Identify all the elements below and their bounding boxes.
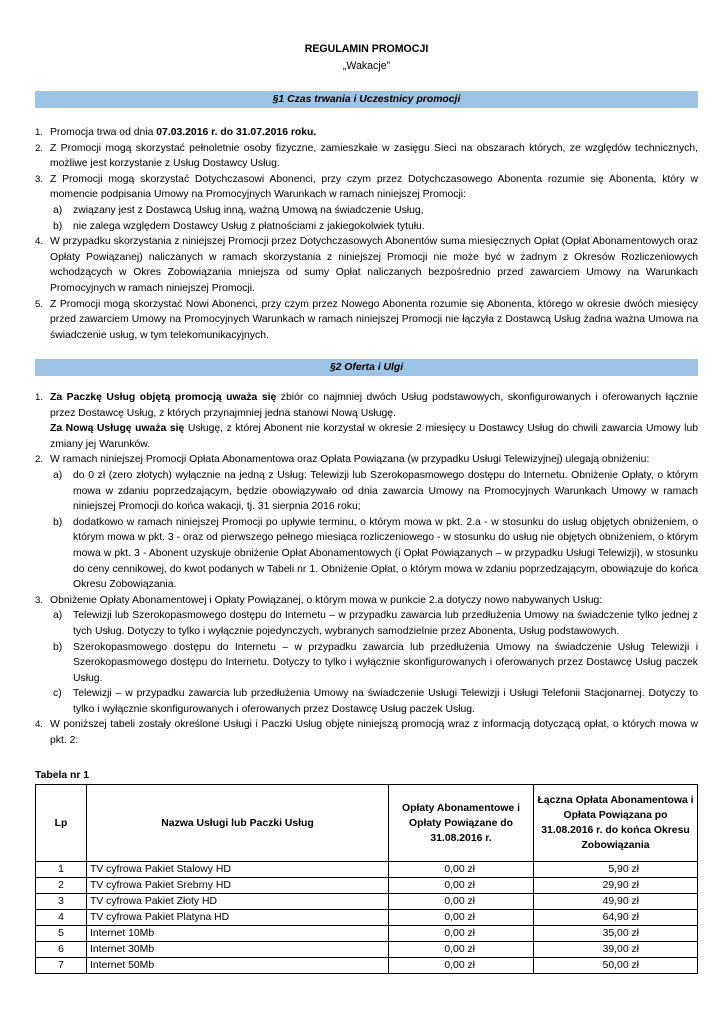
cell-service-name: Internet 10Mb [87,926,389,942]
cell-service-name: TV cyfrowa Pakiet Platyna HD [87,910,389,926]
list-item [35,390,698,421]
sub-text: Telewizji – w przypadku zawarcia lub przedłużenia Umowy na świadczenie Usługi Telewizji i Usługi Telefonii Stacjonarnej. Dotyczy to tylko i wyłącznie skonfigurowanych i oferowanych przez Dostawcę Usług paczek Usług. [73,688,698,715]
cell-fee-after: 64,90 zł [534,910,698,926]
sub-item [35,608,698,639]
section-1-heading: §1 Czas trwania i Uczestnicy promocji [35,91,698,108]
cell-fee-after: 29,90 zł [534,878,698,894]
list-item [35,172,698,203]
item-number: 3. [35,173,44,185]
cell-lp: 1 [36,862,87,878]
sub-letter: a) [53,610,63,622]
sub-text: związany jest z Dostawcą Usług inną, ważną Umową na świadczenie Usług, [73,204,424,216]
item-number: 1. [35,392,44,403]
cell-fee-after: 5,90 zł [534,862,698,878]
item-text: zbiór co najmniej dwóch Usług podstawowych, skonfigurowanych i oferowanych łącznie przez Dostawcę Usług, z których przynajmniej jedna stanowi Nową Usługę. [50,392,698,419]
cell-service-name: TV cyfrowa Pakiet Srebrny HD [87,878,389,894]
sub-item [35,468,698,515]
sub-item [35,515,698,593]
item-text: Z Promocji mogą skorzystać Dotychczasowi Abonenci, przy czym przez Dotychczasowego Abonenta rozumie się Abonenta, który w momencie podpisania Umowy na Promocyjnych Warunkach w ramach niniejszej Promocji: [50,173,698,201]
item-text: Z Promocji mogą skorzystać pełnoletnie osoby fizyczne, zamieszkałe w zasięgu Sieci na obszarach których, ze względów technicznych, możliwe jest korzystanie z Usług Dostawcy Usług. [50,142,698,170]
cell-fee-after: 35,00 zł [534,926,698,942]
list-item [35,297,698,344]
cell-lp: 7 [36,958,87,974]
item-number: 4. [35,719,44,731]
cell-lp: 2 [36,878,87,894]
list-paragraph [35,421,698,452]
list-item [35,452,698,468]
cell-service-name: TV cyfrowa Pakiet Stalowy HD [87,862,389,878]
section-2-heading: §2 Oferta i Ulgi [35,359,698,376]
sub-item [35,203,698,219]
table-row [36,942,698,958]
header-lp: Lp [36,785,87,862]
sub-letter: a) [53,469,63,481]
sub-text: Telewizji lub Szerokopasmowego dostępu do Internetu – w przypadku zawarcia lub przedłużenia Umowy na świadczenie tylko jednej z tych Usług. Dotyczy to tylko i wyłącznie pojedynczych, wybranych samodzielnie przez Abonenta, Usług podstawowych. [73,610,698,637]
cell-lp: 4 [36,910,87,926]
item-text: Usługę, z której Abonent nie korzystał w okresie 2 miesięcy u Dostawcy Usług do chwili zawarcia Umowy lub zmiany jej Warunków. [50,423,698,450]
cell-fee-until: 0,00 zł [389,926,534,942]
sub-item [35,640,698,687]
sub-letter: a) [53,204,63,216]
cell-fee-until: 0,00 zł [389,958,534,974]
table-row [36,958,698,974]
item-number: 1. [35,127,44,138]
cell-service-name: TV cyfrowa Pakiet Złoty HD [87,894,389,910]
sub-letter: b) [53,641,63,653]
header-fee-until: Opłaty Abonamentowe i Opłaty Powiązane do 31.08.2016 r. [389,785,534,862]
table-header-row [36,785,698,862]
item-dates: 07.03.2016 r. do 31.07.2016 roku. [156,127,317,138]
sub-letter: c) [53,688,62,700]
document-subtitle: „Wakacje” [342,60,391,72]
sub-letter: b) [53,516,63,528]
item-number: 2. [35,142,44,154]
item-text: Z Promocji mogą skorzystać Nowi Abonenci, przy czym przez Nowego Abonenta rozumie się Abonenta, którego w okresie dwóch miesięcy przed zawarciem Umowy na Promocyjnych Warunkach w ramach niniejszej Promocji nie łączyła z Dostawcą Usług żadna ważna Umowa na świadczenie usług, w tym telekomunikacyjnych. [50,298,698,341]
sub-text: do 0 zł (zero złotych) wyłącznie na jedną z Usług: Telewizji lub Szerokopasmowego dostępu do Internetu. Obniżenie Opłaty, o którym mowa w zdaniu poprzedzającym, będzie obowiązywało od dnia zawarcia Umowy na Promocyjnych Warunkach Umowy w ramach niniejszej Promocji do końca wakacji, tj. 31 sierpnia 2016 roku; [73,469,698,513]
cell-fee-until: 0,00 zł [389,878,534,894]
cell-service-name: Internet 50Mb [87,958,389,974]
cell-fee-after: 49,90 zł [534,894,698,910]
item-text: Obniżenie Opłaty Abonamentowej i Opłaty Powiązanej, o którym mowa w punkcie 2.a dotyczy nowo nabywanych Usług: [50,594,603,606]
sub-text: Szerokopasmowego dostępu do Internetu – w przypadku zawarcia lub przedłużenia Umowy na świadczenie Usług Telewizji i Szerokopasmowego dostępu do Internetu. Dotyczy to tylko i wyłącznie skonfigurowanych i oferowanych przez Dostawcę Usług paczek Usług. [73,641,698,684]
table-row [36,894,698,910]
item-text: W ramach niniejszej Promocji Opłata Abonamentowa oraz Opłata Powiązana (w przypadku Usługi Telewizyjnej) ulegają obniżeniu: [50,454,650,466]
item-bold-text: Za Nową Usługę uważa się [50,423,185,435]
item-bold-text: Za Paczkę Usług objętą promocją uważa się [50,392,277,403]
document-title: REGULAMIN PROMOCJI [304,43,429,55]
sub-letter: b) [53,220,63,232]
item-number: 3. [35,594,44,606]
cell-lp: 3 [36,894,87,910]
item-number: 4. [35,236,44,248]
section-2-list [35,390,698,749]
sub-item [35,686,698,717]
table-row [36,878,698,894]
list-item [35,593,698,609]
cell-fee-until: 0,00 zł [389,894,534,910]
table-row [36,926,698,942]
item-text: W poniższej tabeli zostały określone Usługi i Paczki Usług objęte niniejszą promocją wraz z informacją dotyczącą opłat, o których mowa w pkt. 2: [50,719,698,747]
section-1-list [35,125,698,343]
cell-lp: 6 [36,942,87,958]
item-number: 5. [35,298,44,310]
header-fee-after: Łączna Opłata Abonamentowa i Opłata Powiązana po 31.08.2016 r. do końca Okresu Zobowiązania [534,785,698,862]
cell-service-name: Internet 30Mb [87,942,389,958]
item-number: 2. [35,454,44,466]
list-item [35,125,698,141]
cell-lp: 5 [36,926,87,942]
table-caption: Tabela nr 1 [35,770,90,781]
table-row [36,862,698,878]
table-row [36,910,698,926]
item-text: Promocja trwa od dnia [50,127,157,138]
list-item [35,141,698,172]
cell-fee-until: 0,00 zł [389,862,534,878]
cell-fee-until: 0,00 zł [389,910,534,926]
cell-fee-until: 0,00 zł [389,942,534,958]
sub-item [35,219,698,235]
list-item [35,717,698,748]
sub-text: dodatkowo w ramach niniejszej Promocji po upływie terminu, o którym mowa w pkt. 2.a - w stosunku do usług objętych obniżeniem, o którym mowa w pkt. 3 - oraz od pierwszego pełnego miesiąca rozliczeniowego - w stosunku do usług nie objętych obniżeniem, o którym mowa w pkt. 3 - Abonent uzyskuje obniżenie Opłat Abonamentowych (i Opłat Powiązanych – w przypadku Usługi Telewizji), w stosunku do ceny cennikowej, do kwot podanych w Tabeli nr 1. Obniżenie Opłat, o którym mowa w zdaniu poprzedzającym, obowiązuje do końca Okresu Zobowiązania. [73,516,698,591]
item-text: W przypadku skorzystania z niniejszej Promocji przez Dotychczasowych Abonentów suma miesięcznych Opłat (Opłat Abonamentowych oraz Opłaty Powiązanej) naliczanych w ramach skorzystania z niniejszej Promocji nie może być w żadnym z Okresów Rozliczeniowych wchodzących w Okres Zobowiązania mniejsza od sumy Opłat naliczanych bezpośrednio przed zawarciem Umowy na Warunkach Promocyjnych w ramach niniejszej Promocji. [50,236,698,294]
sub-text: nie zalega względem Dostawcy Usług z płatnościami z jakiegokolwiek tytułu. [73,220,425,232]
list-item [35,234,698,296]
cell-fee-after: 50,00 zł [534,958,698,974]
header-service-name: Nazwa Usługi lub Paczki Usług [87,785,389,862]
cell-fee-after: 39,00 zł [534,942,698,958]
pricing-table [35,784,698,974]
